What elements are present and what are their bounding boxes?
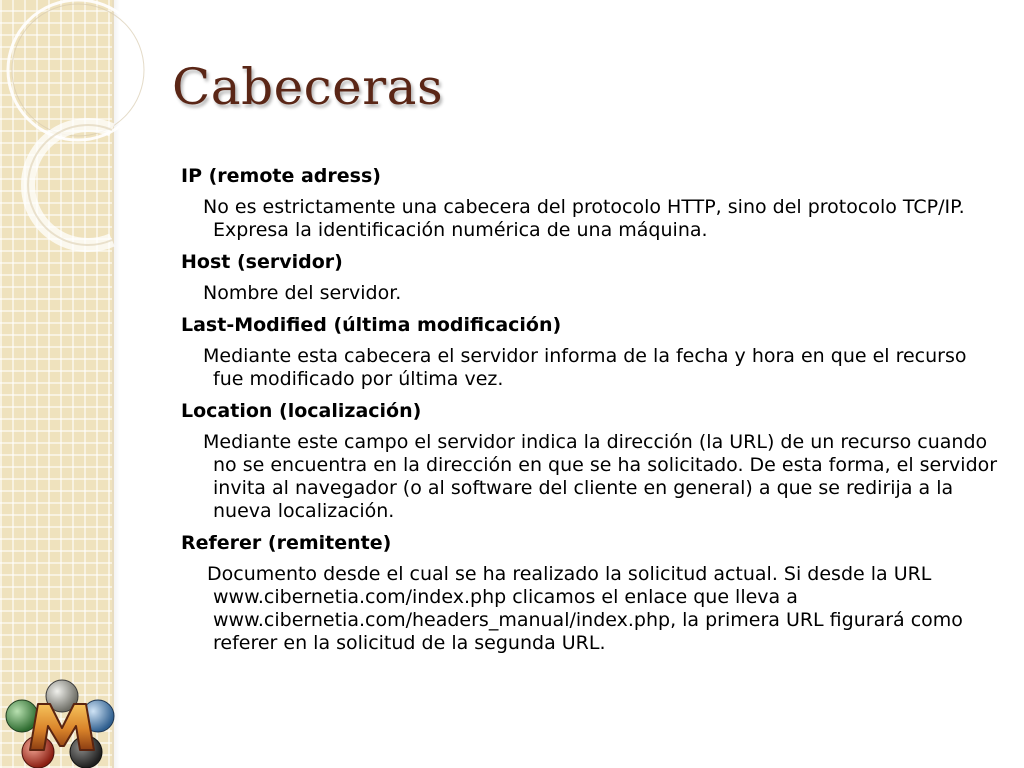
header-description-referer: Documento desde el cual se ha realizado la solicitud actual. Si desde la URL www.cibernetia.com/index.php clicamos el enlace que lleva a www.cibernetia.com/headers_manual/index.php, la primera URL figurará como referer en la solicitud de la segunda URL. [207,563,963,654]
decorative-rings-icon [0,0,200,260]
header-description-ip: No es estrictamente una cabecera del protocolo HTTP, sino del protocolo TCP/IP. Expresa la identificación numérica de una máquina. [203,196,965,241]
header-term-referer: Referer (remitente) [181,532,392,554]
header-description-last-modified: Mediante esta cabecera el servidor informa de la fecha y hora en que el recurso fue modificado por última vez. [203,345,967,390]
header-term-host: Host (servidor) [181,251,343,273]
header-term-location: Location (localización) [181,400,422,422]
header-description-location: Mediante este campo el servidor indica la dirección (la URL) de un recurso cuando no se encuentra en la dirección en que se ha solicitado. De esta forma, el servidor invita al navegador (o al software del cliente en general) a que se redirija a la nueva localización. [203,431,998,522]
header-term-ip: IP (remote adress) [181,165,381,187]
slide-title: Cabeceras [172,58,444,116]
magic-m-logo-icon [0,676,124,768]
header-term-last-modified: Last-Modified (última modificación) [181,314,562,336]
slide-content [181,165,1001,664]
header-description-host: Nombre del servidor. [203,282,402,304]
